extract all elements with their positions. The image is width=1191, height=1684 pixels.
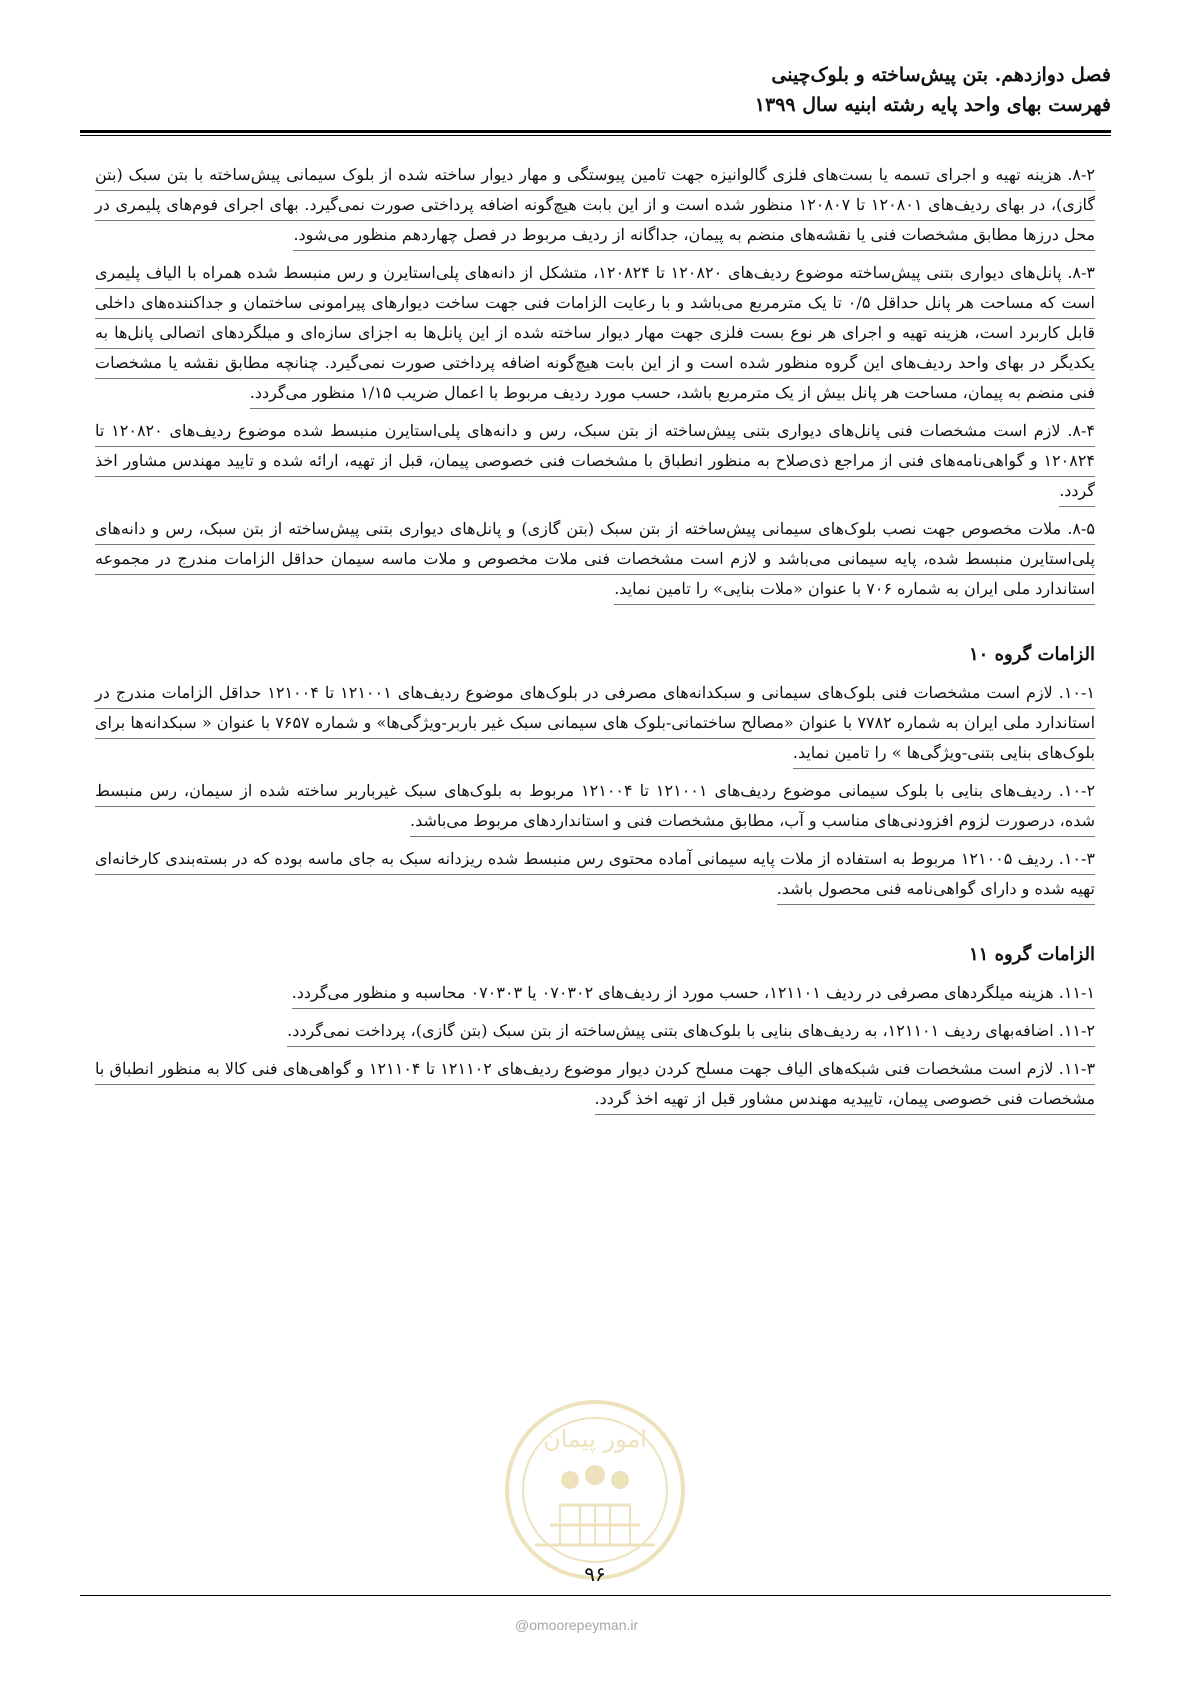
paragraph-8-5: ۸-۵. ملات مخصوص جهت نصب بلوک‌های سیمانی پیش‌ساخته از بتن سبک (بتن گازی) و پانل‌های دیواری بتنی پیش‌ساخته از بتن سبک، رس و دانه‌های پلی‌استایرن منبسط شده، پایه سیمانی می‌باشد و لازم است مشخصات فنی ملات مخصوص و ملات ماسه سیمان حداقل الزامات مندرج در مجموعه استاندارد ملی ایران به شماره ۷۰۶ با عنوان «ملات بنایی» را تامین نماید. [95, 514, 1095, 604]
page-body [95, 160, 1095, 1122]
paragraph-8-4: ۸-۴. لازم است مشخصات فنی پانل‌های دیواری بتنی پیش‌ساخته از بتن سبک، رس و دانه‌های پلی‌استایرن منبسط شده موضوع ردیف‌های ۱۲۰۸۲۰ تا ۱۲۰۸۲۴ و گواهی‌نامه‌های فنی از مراجع ذی‌صلاح به منظور انطباق با مشخصات فنی خصوصی پیمان، قبل از تهیه، ارائه شده و تایید مهندس مشاور اخذ گردد. [95, 416, 1095, 506]
page-header [80, 60, 1111, 120]
paragraph-10-1: ۱۰-۱. لازم است مشخصات فنی بلوک‌های سیمانی و سبکدانه‌های مصرفی در بلوک‌های موضوع ردیف‌های ۱۲۱۰۰۱ تا ۱۲۱۰۰۴ حداقل الزامات مندرج در استاندارد ملی ایران به شماره ۷۷۸۲ با عنوان «مصالح ساختمانی-بلوک های سیمانی سبک غیر باربر-ویژگی‌ها» و شماره ۷۶۵۷ با عنوان « سبکدانه‌ها برای بلوک‌های بنایی بتنی-ویژگی‌ها » را تامین نماید. [95, 678, 1095, 768]
paragraph-10-3: ۱۰-۳. ردیف ۱۲۱۰۰۵ مربوط به استفاده از ملات پایه سیمانی آماده محتوی رس منبسط شده ریزدانه سبک به جای ماسه بوده که در بسته‌بندی کارخانه‌ای تهیه شده و دارای گواهی‌نامه فنی محصول باشد. [95, 844, 1095, 904]
header-rule [80, 130, 1111, 133]
site-url: @omoorepeyman.ir [515, 1617, 639, 1633]
paragraph-10-2: ۱۰-۲. ردیف‌های بنایی با بلوک سیمانی موضوع ردیف‌های ۱۲۱۰۰۱ تا ۱۲۱۰۰۴ مربوط به بلوک‌های سبک غیرباربر ساخته شده از سیمان، رس منبسط شده، درصورت لزوم افزودنی‌های مناسب و آب، مطابق مشخصات فنی و استانداردهای مربوط می‌باشد. [95, 776, 1095, 836]
chapter-title: فصل دوازدهم. بتن پیش‌ساخته و بلوک‌چینی [771, 64, 1111, 86]
group-10-title: الزامات گروه ۱۰ [969, 644, 1095, 665]
page-number: ۹۶ [584, 1562, 606, 1586]
paragraph-8-2: ۸-۲. هزینه تهیه و اجرای تسمه یا بست‌های فلزی گالوانیزه جهت تامین پیوستگی و مهار دیوار ساخته شده از بلوک سیمانی پیش‌ساخته با بتن سبک (بتن گازی)، در بهای ردیف‌های ۱۲۰۸۰۱ تا ۱۲۰۸۰۷ منظور شده است و از این بابت هیچ‌گونه اضافه پرداختی صورت نمی‌گیرد. بهای اجرای فوم‌های پلیمری در محل درزها مطابق مشخصات فنی یا نقشه‌های منضم به پیمان، جداگانه از ردیف مربوط در فصل چهاردهم منظور می‌شود. [95, 160, 1095, 250]
group-11-title: الزامات گروه ۱۱ [969, 944, 1095, 965]
watermark-text: امور پیمان [543, 1425, 647, 1453]
paragraph-11-2: ۱۱-۲. اضافه‌بهای ردیف ۱۲۱۱۰۱، به ردیف‌های بنایی با بلوک‌های بتنی پیش‌ساخته از بتن سبک (بتن گازی)، پرداخت نمی‌گردد. [95, 1016, 1095, 1046]
paragraph-8-3: ۸-۳. پانل‌های دیواری بتنی پیش‌ساخته موضوع ردیف‌های ۱۲۰۸۲۰ تا ۱۲۰۸۲۴، متشکل از دانه‌های پلی‌استایرن و رس منبسط شده همراه با الیاف پلیمری است که مساحت هر پانل حداقل ۰/۵ تا یک مترمربع می‌باشد و با رعایت الزامات فنی جهت ساخت دیوارهای پیرامونی ساختمان و جداکننده‌های داخلی قابل کاربرد است، هزینه تهیه و اجرای هر نوع بست فلزی جهت مهار دیوار ساخته شده از این پانل‌ها به اجزای سازه‌ای و میلگردهای اتصالی پانل‌ها به یکدیگر در بهای واحد ردیف‌های این گروه منظور شده است و از این بابت هیچ‌گونه اضافه پرداختی صورت نمی‌گیرد. چنانچه مطابق نقشه یا مشخصات فنی منضم به پیمان، مساحت هر پانل بیش از یک مترمربع باشد، حسب مورد ردیف مربوط با اعمال ضریب ۱/۱۵ منظور می‌گردد. [95, 258, 1095, 408]
list-title: فهرست بهای واحد پایه رشته ابنیه سال ۱۳۹۹ [754, 94, 1111, 116]
header-rule-thin [80, 135, 1111, 136]
paragraph-11-3: ۱۱-۳. لازم است مشخصات فنی شبکه‌های الیاف جهت مسلح کردن دیوار موضوع ردیف‌های ۱۲۱۱۰۲ تا ۱۲۱۱۰۴ و گواهی‌های فنی کالا به منظور انطباق با مشخصات فنی خصوصی پیمان، تاییدیه مهندس مشاور قبل از تهیه اخذ گردد. [95, 1054, 1095, 1114]
paragraph-11-1: ۱۱-۱. هزینه میلگردهای مصرفی در ردیف ۱۲۱۱۰۱، حسب مورد از ردیف‌های ۰۷۰۳۰۲ یا ۰۷۰۳۰۳ محاسبه و منظور می‌گردد. [95, 978, 1095, 1008]
watermark-logo [500, 1395, 690, 1585]
footer-rule [80, 1595, 1111, 1596]
